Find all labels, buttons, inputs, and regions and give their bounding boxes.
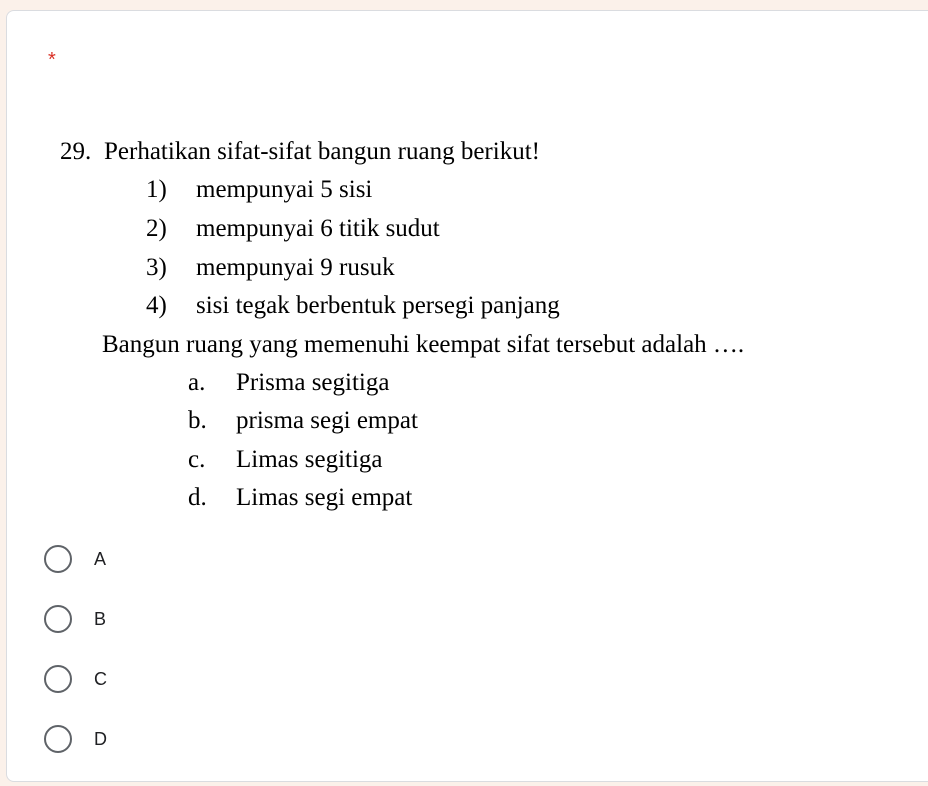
- property-item: [146, 215, 440, 243]
- property-item: [146, 254, 395, 282]
- option-letter: d.: [188, 484, 207, 511]
- answer-option: [188, 484, 412, 512]
- radio-button[interactable]: [44, 545, 72, 573]
- radio-button[interactable]: [44, 665, 72, 693]
- choice-label: B: [94, 608, 107, 629]
- option-text: prisma segi empat: [236, 407, 418, 434]
- property-text: mempunyai 5 sisi: [196, 176, 373, 203]
- property-number: 4): [146, 292, 167, 319]
- option-text: Prisma segitiga: [236, 369, 390, 396]
- property-text: mempunyai 6 titik sudut: [196, 215, 440, 242]
- option-text: Limas segi empat: [236, 484, 413, 511]
- question-number: 29.: [60, 138, 92, 165]
- choice-d[interactable]: [44, 724, 107, 754]
- required-marker: *: [48, 49, 56, 71]
- property-item: [146, 176, 372, 204]
- property-number: 2): [146, 215, 167, 242]
- choice-label: C: [94, 668, 107, 689]
- question-title-text: Perhatikan sifat-sifat bangun ruang berikut!: [104, 138, 540, 165]
- question-stem: Bangun ruang yang memenuhi keempat sifat tersebut adalah ….: [102, 331, 745, 358]
- property-number: 1): [146, 176, 167, 203]
- question-title: [60, 138, 540, 166]
- radio-button[interactable]: [44, 605, 72, 633]
- answer-option: [188, 369, 389, 397]
- radio-button[interactable]: [44, 725, 72, 753]
- choice-b[interactable]: [44, 604, 106, 634]
- answer-option: [188, 407, 418, 435]
- choice-label: D: [94, 728, 107, 749]
- choice-c[interactable]: [44, 664, 107, 694]
- option-letter: b.: [188, 407, 207, 434]
- option-letter: a.: [188, 369, 206, 396]
- property-text: mempunyai 9 rusuk: [196, 254, 395, 281]
- choice-a[interactable]: [44, 544, 106, 574]
- choice-label: A: [94, 548, 107, 569]
- property-text: sisi tegak berbentuk persegi panjang: [196, 292, 560, 319]
- property-item: [146, 292, 560, 320]
- property-number: 3): [146, 254, 167, 281]
- option-letter: c.: [188, 446, 206, 473]
- answer-option: [188, 446, 383, 474]
- option-text: Limas segitiga: [236, 446, 383, 473]
